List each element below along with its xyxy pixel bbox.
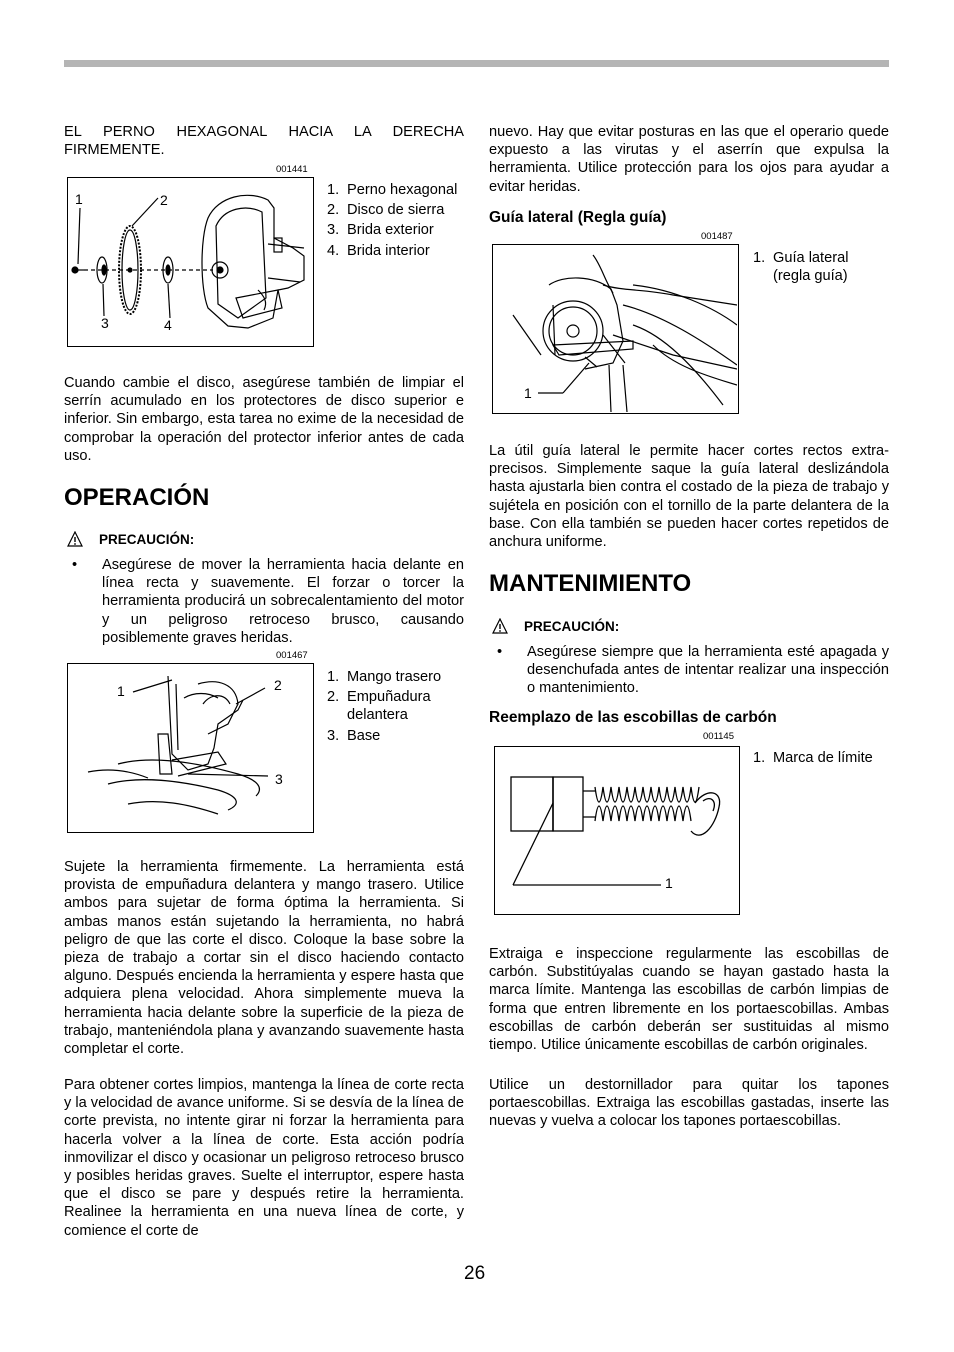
caution-label: PRECAUCIÓN: bbox=[492, 618, 619, 634]
figure-code: 001467 bbox=[276, 650, 308, 661]
figure-legend: 1. Guía lateral (regla guía) bbox=[753, 250, 849, 285]
caution-label: PRECAUCIÓN: bbox=[67, 531, 194, 547]
callout-1: 1 bbox=[75, 191, 83, 207]
paragraph: Sujete la herramienta firmemente. La herramienta está provista de empuñadura delantera y mango trasero. Utilice ambos para sujetar de forma óptima la herramienta. Si ambas manos están sujetando la herramienta, no habrá peligro de que las corte el disco. Coloque la base sobre la pieza de trabajo a cortar sin el disco haciendo contacto alguno. Después encienda la herramienta y espere hasta que adquiera plena velocidad. Ahora simplemente mueva la herramienta hacia delante sobre la superficie de la pieza de trabajo, manteniéndola plana y avanzando suavemente hasta completar el corte. bbox=[64, 859, 464, 1058]
figure-code: 001145 bbox=[703, 731, 734, 742]
callout-2: 2 bbox=[274, 677, 282, 693]
callout-1: 1 bbox=[524, 385, 532, 401]
caution-bullet: • Asegúrese siempre que la herramienta esté apagada y desenchufada antes de intentar realizar una inspección o mantenimiento. bbox=[497, 644, 889, 697]
callout-1: 1 bbox=[117, 683, 125, 699]
paragraph: La útil guía lateral le permite hacer cortes rectos extra-precisos. Simplemente saque la guía lateral deslizándola hasta ajustarla bien contra el costado de la pieza de trabajo y sujétela en posición con el tornillo de la parte delantera de la base. Con ella también se pueden hacer cortes repetidos de anchura uniforme. bbox=[489, 443, 889, 551]
figure-side-guide bbox=[492, 244, 739, 414]
intro-text: EL PERNO HEXAGONAL HACIA LA DERECHA FIRMEMENTE. bbox=[64, 124, 464, 159]
caution-bullet: • Asegúrese de mover la herramienta hacia delante en línea recta y suavemente. El forzar o torcer la herramienta producirá un sobrecalentamiento del motor y un peligroso retroceso brusco, causando posiblemente graves heridas. bbox=[72, 557, 464, 646]
callout-1: 1 bbox=[665, 875, 673, 891]
figure-code: 001487 bbox=[701, 231, 733, 242]
paragraph: Extraiga e inspeccione regularmente las escobillas de carbón. Substitúyalas cuando se hayan gastado hasta la marca límite. Mantenga las escobillas de carbón limpias de forma que entren libremente en los portaescobillas. Ambas escobillas de carbón deberán ser sustituidas al mismo tiempo. Utilice únicamente escobillas de carbón originales. bbox=[489, 946, 889, 1054]
section-title-operacion: OPERACIÓN bbox=[64, 484, 210, 511]
figure-legend: 1. Mango trasero 2. Empuñadura delantera 3. Base bbox=[327, 669, 442, 744]
figure-blade-assembly bbox=[67, 177, 314, 347]
page-number: 26 bbox=[464, 1263, 486, 1284]
warning-icon bbox=[67, 531, 83, 547]
figure-code: 001441 bbox=[276, 164, 308, 175]
section-title-mantenimiento: MANTENIMIENTO bbox=[489, 570, 692, 597]
header-bar bbox=[64, 60, 889, 67]
figure-legend: 1. Marca de límite bbox=[753, 750, 873, 766]
paragraph: nuevo. Hay que evitar posturas en las que el operario quede expuesto a las virutas y el aserrín que expulsa la herramienta. Utilice protección para los ojos para ayudar a evitar heridas. bbox=[489, 124, 889, 195]
carbon-brush-illustration bbox=[495, 747, 738, 913]
figure-legend: 1. Perno hexagonal 2. Disco de sierra 3. Brida exterior 4. Brida interior bbox=[327, 182, 458, 259]
warning-icon bbox=[492, 618, 508, 634]
figure-handling bbox=[67, 663, 314, 833]
paragraph: Utilice un destornillador para quitar los tapones portaescobillas. Extraiga las escobillas gastadas, inserte las nuevas y vuelva a colocar los tapones portaescobillas. bbox=[489, 1077, 889, 1130]
figure-carbon-brush bbox=[494, 746, 740, 915]
callout-4: 4 bbox=[164, 317, 172, 333]
paragraph: Para obtener cortes limpios, mantenga la línea de corte recta y la velocidad de avance uniforme. Si se desvía de la línea de corte prevista, no intente girar ni forzar la herramienta para hacerla volver a la línea de corte. Esta acción podría inmovilizar el disco y ocasionar un peligroso retroceso brusco y posibles heridas graves. Suelte el interruptor, espere hasta que el disco se pare y después retire la herramienta. Realinee la herramienta en una nueva línea de corte, y comience el corte de bbox=[64, 1077, 464, 1239]
paragraph: Cuando cambie el disco, asegúrese también de limpiar el serrín acumulado en los protectores de disco superior e inferior. Sin embargo, esta tarea no exime de la necesidad de comprobar la operación del protector inferior antes de cada uso. bbox=[64, 375, 464, 464]
callout-2: 2 bbox=[160, 192, 168, 208]
callout-3: 3 bbox=[275, 771, 283, 787]
subsection-title-guia: Guía lateral (Regla guía) bbox=[489, 209, 667, 226]
subsection-title-escobillas: Reemplazo de las escobillas de carbón bbox=[489, 709, 777, 726]
callout-3: 3 bbox=[101, 315, 109, 331]
